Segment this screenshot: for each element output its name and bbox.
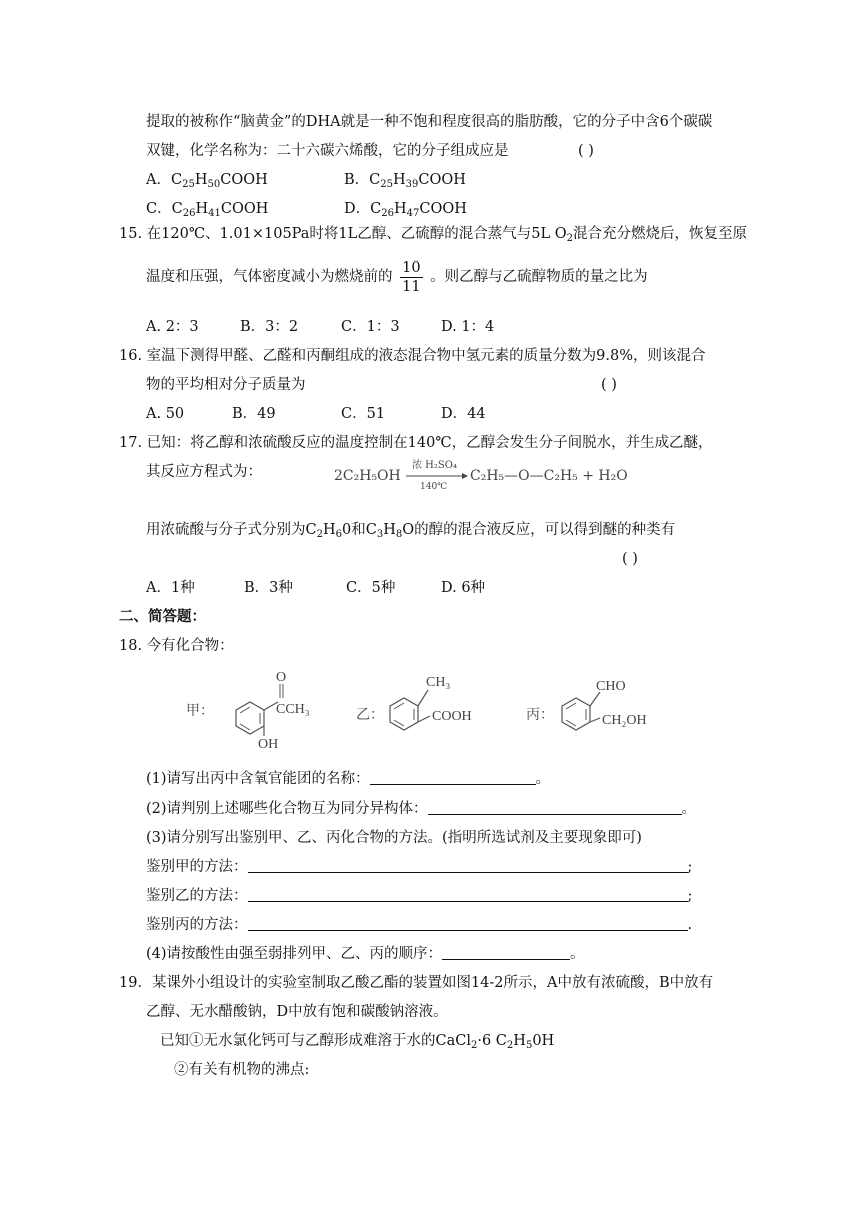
q19-known-2: ②有关有机物的沸点: [174, 1062, 310, 1078]
compound-jia-label: 甲： [186, 703, 214, 719]
q14-stem-line2 [146, 141, 594, 161]
q14-stem-text: 双键，化学名称为：二十六碳六烯酸，它的分子组成应是 [146, 143, 509, 159]
q15-option-c: C．1：3 [341, 319, 400, 335]
eq-arrow-icon [406, 472, 468, 480]
q17-option-d: D. 6种 [441, 580, 486, 596]
q15-stem-line1: 15. 在120℃、1.01×105Pa时将1L乙醇、乙硫醇的混合蒸气与5L $O_2$混合充分燃烧后，恢复至原 [119, 226, 748, 244]
compound-yi-label: 乙： [356, 707, 384, 723]
q17-stem-line2: 其反应方程式为： [146, 464, 262, 480]
q16-answer-paren: ( ) [601, 377, 617, 393]
eq-product: C₂H₅—O—C₂H₅ + H₂O [470, 468, 628, 484]
q18-method-yi: 鉴别乙的方法： ; [146, 888, 693, 904]
q19-stem-line2: 乙醇、无水醋酸钠，D中放有饱和碳酸钠溶液。 [146, 1004, 448, 1020]
q14-answer-paren: ( ) [578, 143, 594, 159]
q18-part1-blank[interactable] [370, 770, 536, 785]
svg-text:CCH₃: CCH₃ [276, 702, 310, 717]
q14-option-d: D．$C_{26}H_{47}COOH$ [344, 201, 467, 219]
q16-stem-line2: 物的平均相对分子质量为 ( ) [146, 377, 617, 393]
q18-structures [186, 668, 676, 754]
svg-text:O: O [276, 670, 287, 685]
q14-option-a: A．$C_{25}H_{50}COOH$ [146, 172, 268, 190]
q14-option-c: C．$C_{26}H_{41}COOH$ [146, 201, 269, 219]
q17-reaction-equation [332, 455, 632, 495]
q14-option-b: B．$C_{25}H_{39}COOH$ [344, 172, 466, 190]
eq-catalyst: 浓 H₂SO₄ [412, 460, 457, 471]
q18-part2: (2)请判别上述哪些化合物互为同分异构体： 。 [146, 801, 697, 817]
q17-stem-line1: 17. 已知：将乙醇和浓硫酸反应的温度控制在140℃，乙醇会发生分子间脱水，并生成乙醚， [119, 435, 713, 451]
q17-answer-paren: ( ) [622, 551, 638, 567]
eq-condition: 140℃ [420, 482, 448, 492]
q16-option-c: C．51 [341, 406, 386, 422]
svg-text:OH: OH [258, 737, 279, 752]
q16-option-b: B．49 [232, 406, 276, 422]
q16-stem-line1: 16. 室温下测得甲醛、乙醛和丙酮组成的液态混合物中氢元素的质量分数为9.8%，则该混合 [119, 348, 706, 364]
q15-fraction: $\frac{10}{11}$ [402, 259, 421, 295]
q19-known-1: 已知①无水氯化钙可与乙醇形成难溶于水的CaCl$_2$·6 $C_2H_50H$ [160, 1033, 555, 1051]
q17-option-b: B．3种 [244, 580, 293, 596]
svg-text:CH₂OH: CH₂OH [602, 713, 647, 728]
q18-method-jia: 鉴别甲的方法： ; [146, 859, 693, 875]
q18-method-bing: 鉴别丙的方法： . [146, 917, 693, 933]
q18-part2-blank[interactable] [428, 800, 682, 815]
svg-text:COOH: COOH [432, 709, 472, 724]
q18-method-bing-blank[interactable] [248, 916, 688, 931]
q15-option-b: B．3：2 [240, 319, 299, 335]
q18-part1: (1)请写出丙中含氧官能团的名称： 。 [146, 771, 551, 787]
q17-option-c: C．5种 [346, 580, 396, 596]
compound-bing-structure [554, 668, 676, 752]
q19-stem-line1: 19．某课外小组设计的实验室制取乙酸乙酯的装置如图14-2所示，A中放有浓硫酸，B中放有 [119, 975, 714, 991]
compound-yi-structure [382, 668, 502, 752]
q18-method-jia-blank[interactable] [248, 858, 688, 873]
q18-stem: 18. 今有化合物： [119, 638, 234, 654]
section-heading: 二、简答题： [119, 608, 206, 625]
q15-stem-line2: 温度和压强，气体密度减小为燃烧前的 $\frac{10}{11}$ 。则乙醇与乙硫醇物质的量之比为 [146, 259, 648, 295]
compound-jia-structure [216, 668, 331, 752]
eq-reactant: 2C₂H₅OH [334, 468, 401, 484]
svg-text:CH₃: CH₃ [426, 675, 451, 690]
q18-part4: (4)请按酸性由强至弱排列甲、乙、丙的顺序： 。 [146, 946, 585, 962]
q14-stem-line1: 提取的被称作“脑黄金”的DHA就是一种不饱和程度很高的脂肪酸，它的分子中含6个碳碳 [146, 114, 713, 130]
q15-option-d: D. 1：4 [441, 319, 495, 335]
q17-option-a: A．1种 [146, 580, 195, 596]
compound-bing-label: 丙： [526, 707, 554, 723]
q16-option-a: A. 50 [146, 406, 185, 422]
q17-stem-line3: 用浓硫酸与分子式分别为$C_2H_60$和$C_3H_8O$的醇的混合液反应，可以得到醚的种类有 [146, 522, 676, 540]
q18-method-yi-blank[interactable] [248, 887, 688, 902]
q18-part3: (3)请分别写出鉴别甲、乙、丙化合物的方法。(指明所选试剂及主要现象即可) [146, 830, 642, 846]
q15-option-a: A. 2：3 [146, 319, 199, 335]
q16-option-d: D．44 [441, 406, 486, 422]
svg-text:CHO: CHO [596, 679, 626, 694]
q18-part4-blank[interactable] [442, 945, 570, 960]
